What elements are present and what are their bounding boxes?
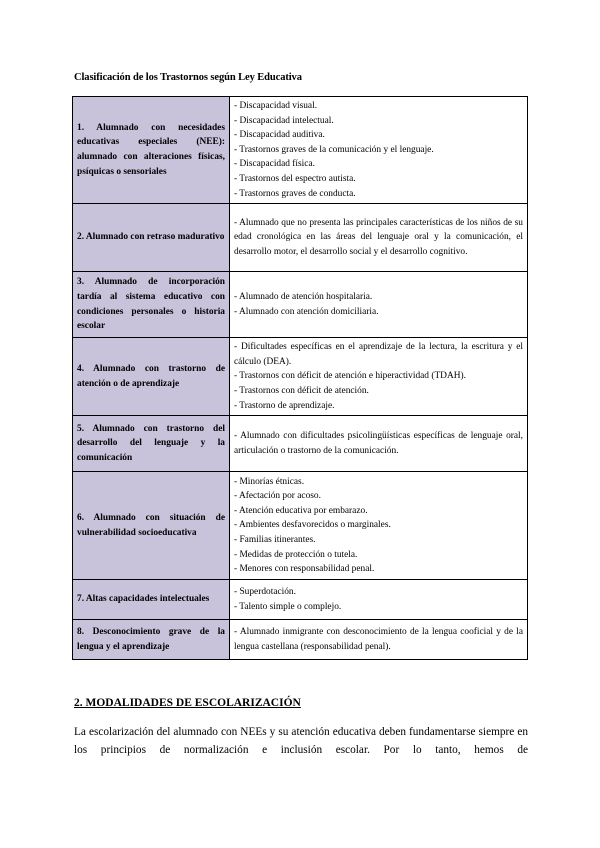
description-item: - Trastorno de aprendizaje. [234, 400, 335, 411]
description-item: - Discapacidad auditiva. [234, 130, 325, 141]
description-item: - Dificultades específicas en el aprendizaje de la lectura, la escritura y el cálculo (DEA). [234, 342, 523, 367]
description-cell [230, 472, 528, 580]
table-body [73, 97, 528, 660]
description-item: - Medidas de protección o tutela. [234, 549, 358, 560]
table-row [73, 97, 528, 204]
table-row [73, 416, 528, 472]
description-item: - Superdotación. [234, 587, 296, 598]
description-item: - Alumnado con dificultades psicolingüísticas específicas de lenguaje oral, articulación o trastorno de la comunicación. [234, 431, 523, 456]
table-row [73, 272, 528, 338]
description-item: - Trastornos graves de la comunicación y el lenguaje. [234, 144, 434, 155]
description-item: - Afectación por acoso. [234, 491, 321, 502]
description-item: - Atención educativa por embarazo. [234, 505, 368, 516]
description-item: - Familias itinerantes. [234, 534, 316, 545]
description-item: - Alumnado que no presenta las principales características de los niños de su edad cronológica en las áreas del lenguaje oral y la comunicación, el desarrollo motor, el desarrollo social y el desarrollo cognitivo. [234, 217, 523, 257]
description-cell [230, 338, 528, 416]
description-cell [230, 416, 528, 472]
category-cell: 7. Altas capacidades intelectuales [73, 580, 230, 620]
description-item: - Ambientes desfavorecidos o marginales. [234, 520, 391, 531]
category-cell: 3. Alumnado de incorporación tardía al sistema educativo con condiciones personales o historia escolar [73, 272, 230, 338]
table-row [73, 620, 528, 660]
description-cell [230, 97, 528, 204]
description-item: - Menores con responsabilidad penal. [234, 564, 375, 575]
table-row [73, 338, 528, 416]
table-row [73, 204, 528, 272]
description-cell [230, 204, 528, 272]
category-cell: 6. Alumnado con situación de vulnerabilidad socioeducativa [73, 472, 230, 580]
description-item: - Discapacidad física. [234, 159, 315, 170]
category-cell: 2. Alumnado con retraso madurativo [73, 204, 230, 272]
description-item: - Talento simple o complejo. [234, 601, 342, 612]
description-item: - Trastornos graves de conducta. [234, 188, 356, 199]
category-cell: 4. Alumnado con trastorno de atención o de aprendizaje [73, 338, 230, 416]
description-item: - Alumnado inmigrante con desconocimiento de la lengua cooficial y de la lengua castellana (responsabilidad penal). [234, 627, 523, 652]
description-item: - Discapacidad visual. [234, 101, 318, 111]
body-paragraph: La escolarización del alumnado con NEEs y su atención educativa deben fundamentarse siempre en los principios de normalización e inclusión escolar. Por lo tanto, hemos de [74, 726, 528, 756]
description-cell [230, 620, 528, 660]
description-cell [230, 580, 528, 620]
description-item: - Trastornos con déficit de atención e hiperactividad (TDAH). [234, 371, 466, 382]
classification-table [72, 96, 528, 660]
category-cell: 8. Desconocimiento grave de la lengua y el aprendizaje [73, 620, 230, 660]
category-cell: 5. Alumnado con trastorno del desarrollo del lenguaje y la comunicación [73, 416, 230, 472]
category-cell: 1. Alumnado con necesidades educativas especiales (NEE): alumnado con alteraciones físicas, psíquicas o sensoriales [73, 97, 230, 204]
description-item: - Alumnado con atención domiciliaria. [234, 306, 379, 317]
description-cell [230, 272, 528, 338]
description-item: - Alumnado de atención hospitalaria. [234, 292, 373, 303]
table-row [73, 472, 528, 580]
table-row [73, 580, 528, 620]
section-heading: 2. MODALIDADES DE ESCOLARIZACIÓN [74, 697, 301, 709]
description-item: - Minorías étnicas. [234, 476, 305, 487]
description-item: - Trastornos con déficit de atención. [234, 385, 369, 396]
document-title: Clasificación de los Trastornos según Ley Educativa [74, 72, 302, 83]
description-item: - Trastornos del espectro autista. [234, 173, 356, 184]
description-item: - Discapacidad intelectual. [234, 115, 334, 126]
